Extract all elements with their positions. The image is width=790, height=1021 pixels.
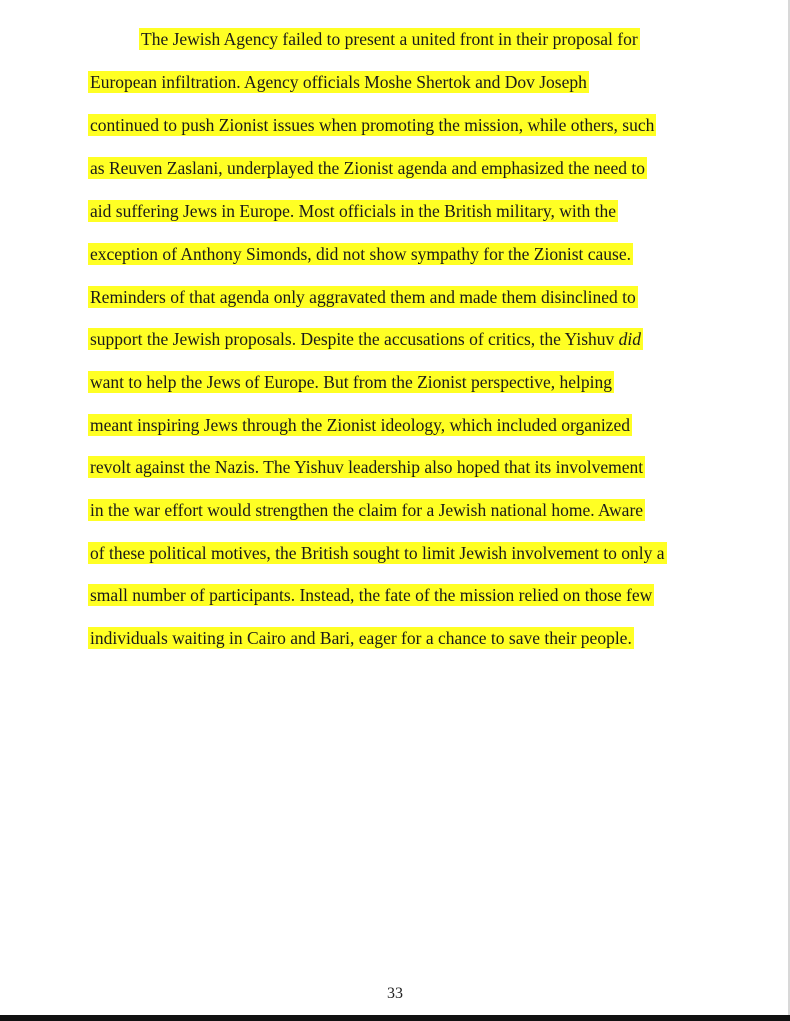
paragraph-line: revolt against the Nazis. The Yishuv leadership also hoped that its involvement	[90, 457, 644, 477]
paragraph-line: support the Jewish proposals. Despite the accusations of critics, the Yishuv did	[90, 329, 642, 349]
paragraph-line: continued to push Zionist issues when promoting the mission, while others, such	[90, 115, 655, 135]
paragraph-line: want to help the Jews of Europe. But from the Zionist perspective, helping	[90, 372, 612, 392]
paragraph-line: The Jewish Agency failed to present a united front in their proposal for	[141, 29, 638, 49]
paragraph-line: individuals waiting in Cairo and Bari, eager for a chance to save their people.	[90, 628, 632, 648]
paragraph-line: European infiltration. Agency officials Moshe Shertok and Dov Joseph	[90, 72, 587, 92]
scan-edge-bottom	[0, 1015, 790, 1021]
italic-emphasis: did	[618, 329, 642, 349]
paragraph-line: small number of participants. Instead, the fate of the mission relied on those few	[90, 585, 653, 605]
paragraph-line: aid suffering Jews in Europe. Most officials in the British military, with the	[90, 201, 617, 221]
paragraph-line: meant inspiring Jews through the Zionist ideology, which included organized	[90, 415, 630, 435]
page-number: 33	[387, 985, 403, 1002]
paragraph-line: exception of Anthony Simonds, did not show sympathy for the Zionist cause.	[90, 244, 631, 264]
paragraph-line: of these political motives, the British sought to limit Jewish involvement to only a	[90, 543, 665, 563]
paragraph-line: as Reuven Zaslani, underplayed the Zionist agenda and emphasized the need to	[90, 158, 645, 178]
paragraph-line: in the war effort would strengthen the claim for a Jewish national home. Aware	[90, 500, 644, 520]
paragraph-line: Reminders of that agenda only aggravated them and made them disinclined to	[90, 287, 636, 307]
